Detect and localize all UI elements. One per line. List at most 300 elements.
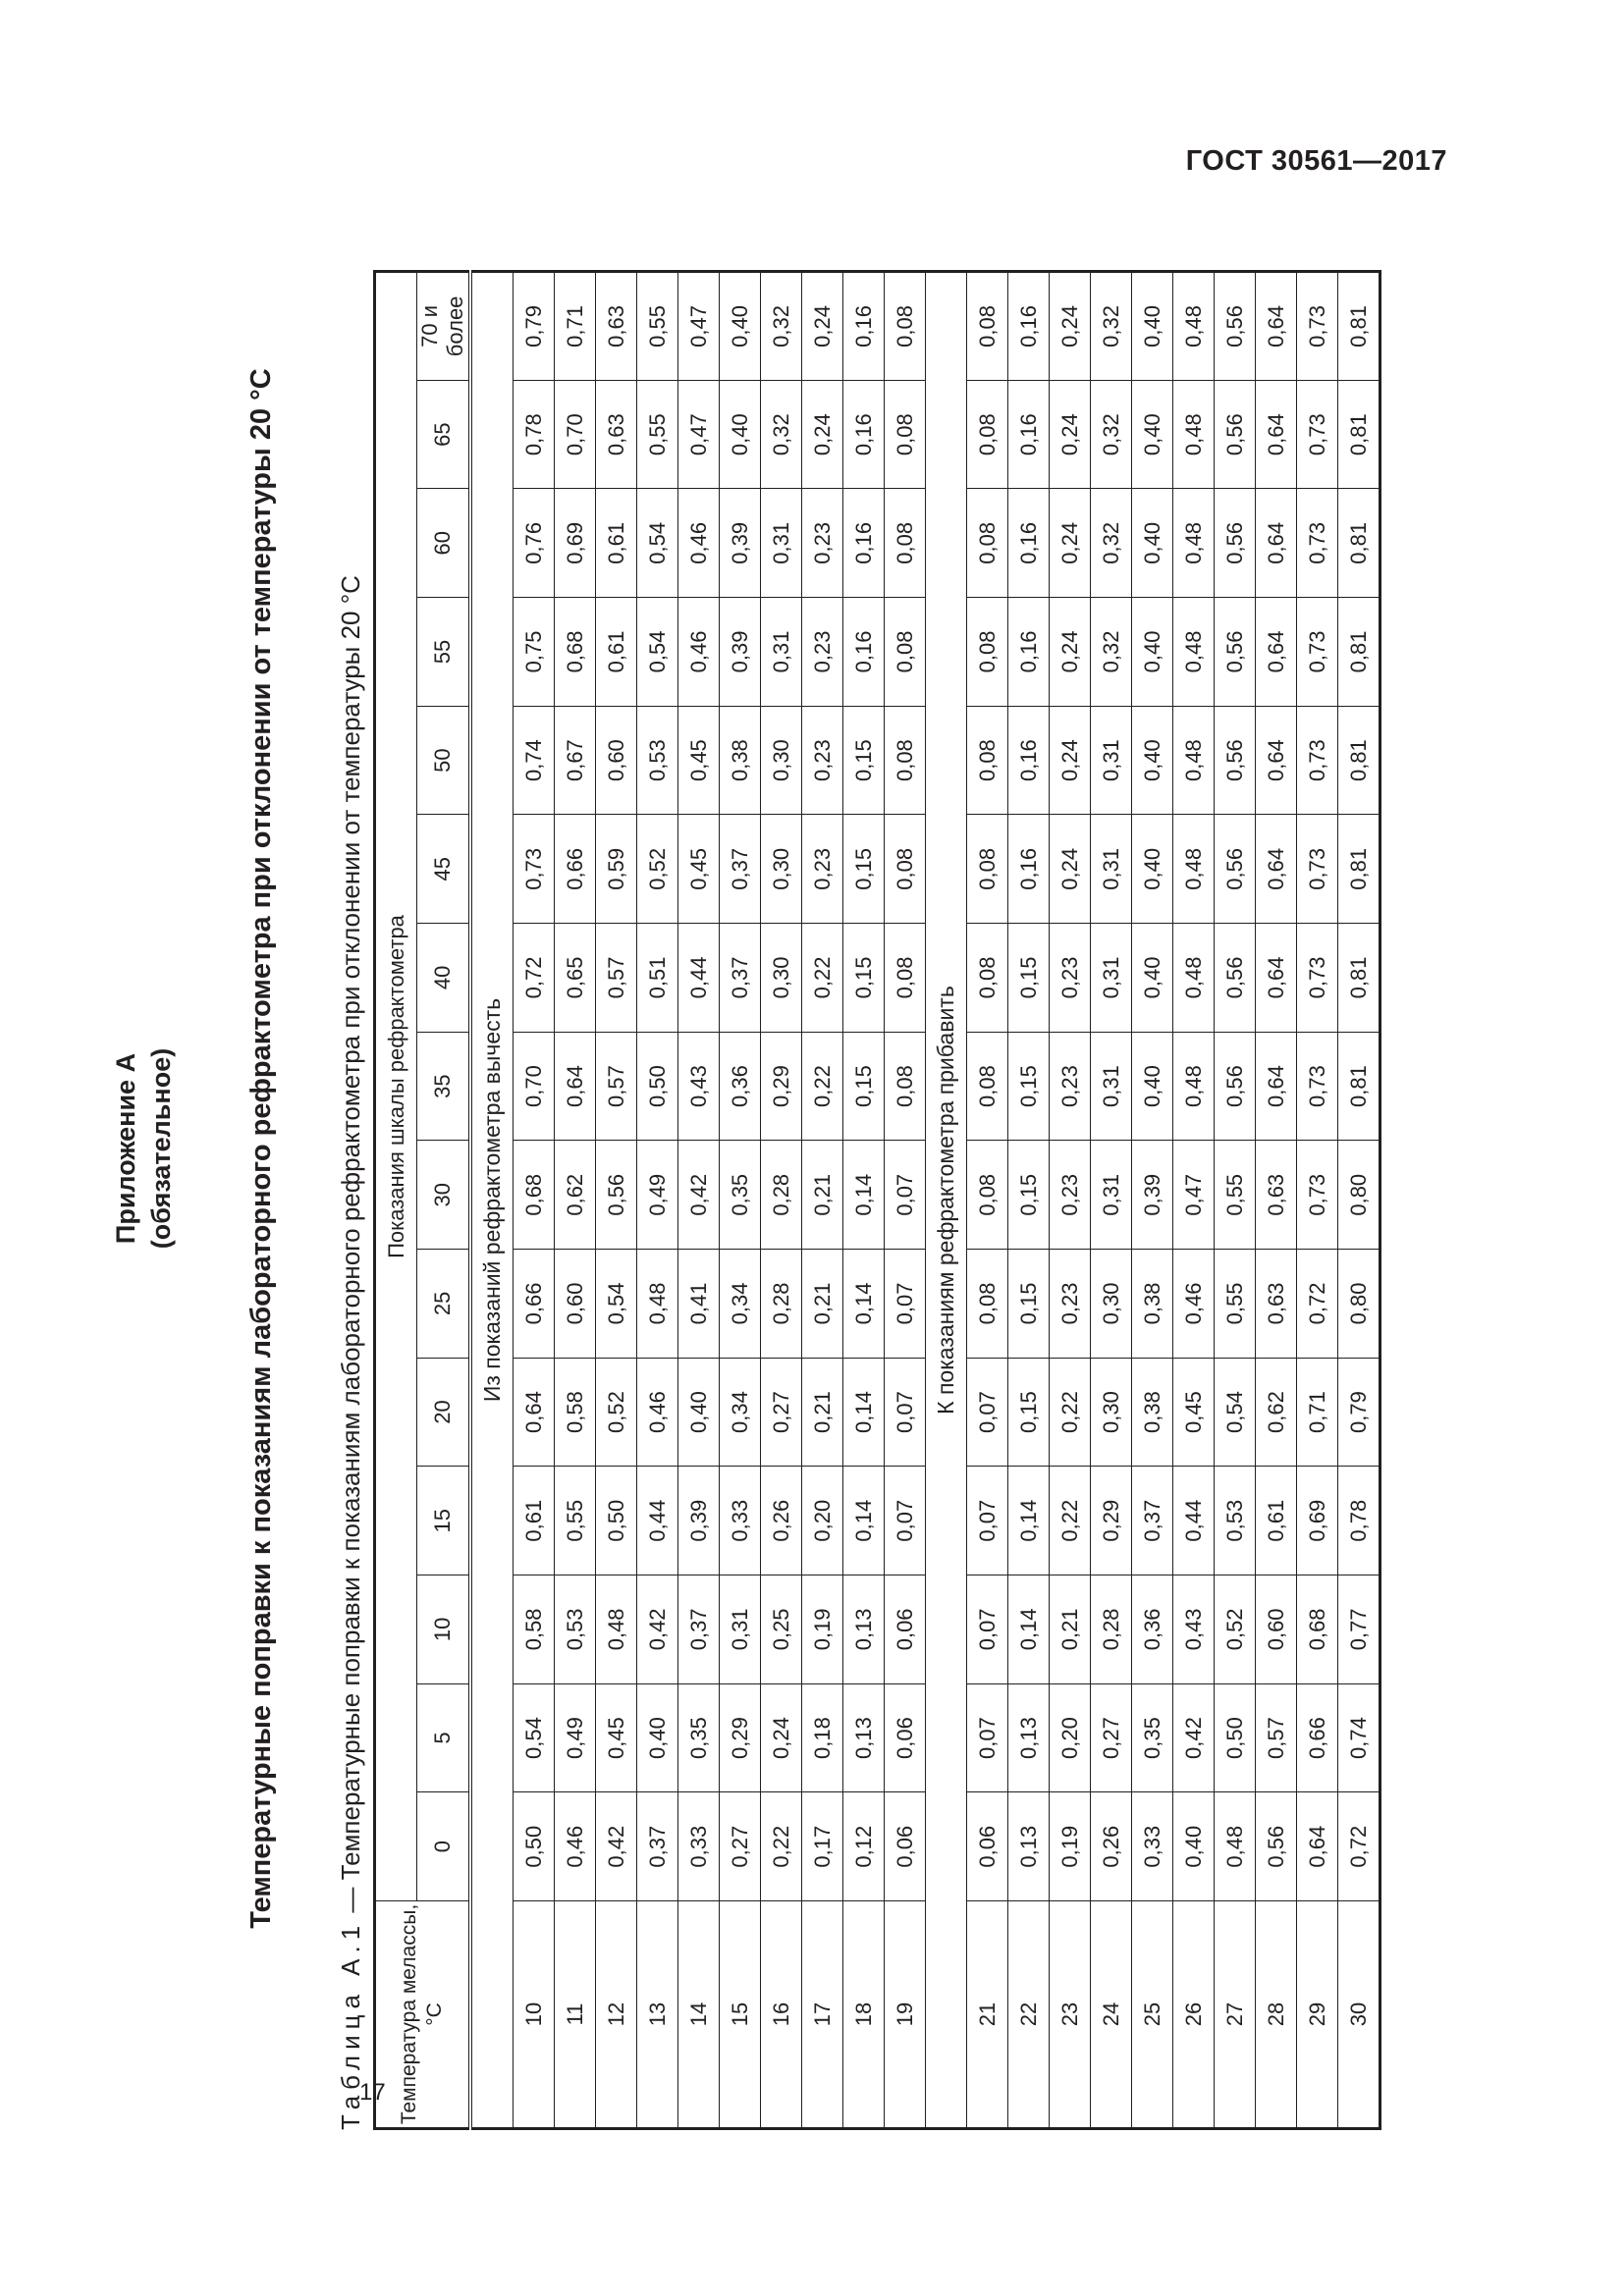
correction-value: 0,33 <box>1132 1792 1173 1901</box>
correction-value: 0,34 <box>720 1358 761 1467</box>
correction-value: 0,31 <box>761 489 802 598</box>
correction-value: 0,13 <box>1008 1792 1050 1901</box>
correction-value: 0,08 <box>885 1032 926 1141</box>
correction-value: 0,46 <box>1173 1250 1215 1359</box>
correction-value: 0,47 <box>678 272 720 381</box>
correction-value: 0,46 <box>678 598 720 707</box>
section-row <box>470 272 514 2129</box>
table-row <box>885 272 926 2129</box>
header-row-group <box>375 272 417 2129</box>
correction-value: 0,59 <box>596 815 637 924</box>
correction-value: 0,16 <box>843 272 885 381</box>
correction-value: 0,07 <box>967 1575 1008 1684</box>
row-header-temperature: Температура мелассы, °С <box>375 1901 471 2129</box>
correction-value: 0,24 <box>1050 815 1091 924</box>
correction-value: 0,37 <box>637 1792 678 1901</box>
row-temperature: 26 <box>1173 1901 1215 2129</box>
correction-value: 0,38 <box>1132 1358 1173 1467</box>
correction-value: 0,57 <box>596 924 637 1033</box>
column-group-header: Показания шкалы рефрактометра <box>375 272 417 1901</box>
correction-value: 0,42 <box>637 1575 678 1684</box>
table-caption-text: — Температурные поправки к показаниям лабораторного рефрактометра при отклонении от температуры 20 °С <box>336 575 365 1920</box>
correction-value: 0,39 <box>678 1467 720 1575</box>
correction-value: 0,64 <box>1256 1032 1297 1141</box>
correction-value: 0,19 <box>802 1575 843 1684</box>
correction-value: 0,64 <box>1256 706 1297 815</box>
correction-value: 0,22 <box>802 924 843 1033</box>
correction-value: 0,26 <box>761 1467 802 1575</box>
correction-value: 0,36 <box>1132 1575 1173 1684</box>
correction-value: 0,55 <box>1215 1141 1256 1250</box>
correction-value: 0,08 <box>967 924 1008 1033</box>
correction-value: 0,16 <box>1008 815 1050 924</box>
table-row <box>1173 272 1215 2129</box>
correction-value: 0,48 <box>1173 598 1215 707</box>
table-row <box>1338 272 1380 2129</box>
correction-value: 0,63 <box>1256 1250 1297 1359</box>
correction-value: 0,23 <box>1050 1250 1091 1359</box>
correction-value: 0,23 <box>1050 1141 1091 1250</box>
correction-value: 0,22 <box>1050 1358 1091 1467</box>
correction-value: 0,81 <box>1338 598 1380 707</box>
correction-value: 0,55 <box>555 1467 596 1575</box>
correction-value: 0,46 <box>555 1792 596 1901</box>
correction-value: 0,23 <box>802 489 843 598</box>
table-row <box>802 272 843 2129</box>
correction-value: 0,71 <box>1297 1358 1338 1467</box>
correction-value: 0,06 <box>967 1792 1008 1901</box>
correction-value: 0,14 <box>843 1141 885 1250</box>
correction-value: 0,08 <box>885 924 926 1033</box>
correction-value: 0,61 <box>514 1467 555 1575</box>
correction-value: 0,64 <box>1256 924 1297 1033</box>
correction-value: 0,58 <box>555 1358 596 1467</box>
correction-value: 0,81 <box>1338 706 1380 815</box>
correction-value: 0,70 <box>555 380 596 489</box>
correction-value: 0,40 <box>720 380 761 489</box>
correction-value: 0,24 <box>1050 380 1091 489</box>
correction-value: 0,08 <box>967 598 1008 707</box>
correction-value: 0,73 <box>1297 380 1338 489</box>
correction-value: 0,62 <box>555 1141 596 1250</box>
correction-value: 0,08 <box>967 380 1008 489</box>
correction-value: 0,48 <box>1173 380 1215 489</box>
correction-value: 0,58 <box>514 1575 555 1684</box>
correction-value: 0,41 <box>678 1250 720 1359</box>
correction-value: 0,32 <box>1091 380 1132 489</box>
correction-value: 0,27 <box>720 1792 761 1901</box>
correction-value: 0,48 <box>1173 272 1215 381</box>
correction-value: 0,39 <box>720 598 761 707</box>
row-temperature: 16 <box>761 1901 802 2129</box>
correction-value: 0,47 <box>678 380 720 489</box>
correction-value: 0,73 <box>1297 598 1338 707</box>
correction-value: 0,66 <box>1297 1683 1338 1792</box>
correction-value: 0,69 <box>1297 1467 1338 1575</box>
correction-value: 0,23 <box>802 815 843 924</box>
correction-value: 0,24 <box>1050 272 1091 381</box>
page-number: 17 <box>359 2079 386 2106</box>
table-row <box>637 272 678 2129</box>
correction-value: 0,07 <box>967 1358 1008 1467</box>
correction-value: 0,20 <box>1050 1683 1091 1792</box>
correction-value: 0,54 <box>637 489 678 598</box>
column-header: 15 <box>417 1467 471 1575</box>
correction-value: 0,51 <box>637 924 678 1033</box>
correction-value: 0,24 <box>1050 706 1091 815</box>
table-row <box>596 272 637 2129</box>
correction-value: 0,54 <box>637 598 678 707</box>
correction-value: 0,48 <box>1173 1032 1215 1141</box>
table-caption-label: Таблица А.1 <box>336 1919 365 2130</box>
row-temperature: 22 <box>1008 1901 1050 2129</box>
correction-value: 0,43 <box>1173 1575 1215 1684</box>
correction-value: 0,60 <box>555 1250 596 1359</box>
correction-value: 0,28 <box>1091 1575 1132 1684</box>
correction-value: 0,48 <box>1215 1792 1256 1901</box>
table-row <box>555 272 596 2129</box>
header-row-columns <box>417 272 471 2129</box>
correction-value: 0,52 <box>1215 1575 1256 1684</box>
correction-value: 0,57 <box>1256 1683 1297 1792</box>
correction-value: 0,07 <box>967 1683 1008 1792</box>
correction-value: 0,20 <box>802 1467 843 1575</box>
rotated-content <box>79 167 1371 2130</box>
correction-value: 0,14 <box>843 1250 885 1359</box>
correction-value: 0,23 <box>802 598 843 707</box>
correction-value: 0,72 <box>1297 1250 1338 1359</box>
correction-value: 0,48 <box>637 1250 678 1359</box>
correction-value: 0,32 <box>761 380 802 489</box>
correction-value: 0,37 <box>720 815 761 924</box>
correction-value: 0,80 <box>1338 1250 1380 1359</box>
correction-value: 0,39 <box>720 489 761 598</box>
correction-value: 0,74 <box>514 706 555 815</box>
correction-value: 0,73 <box>1297 489 1338 598</box>
correction-value: 0,24 <box>761 1683 802 1792</box>
correction-value: 0,70 <box>514 1032 555 1141</box>
row-temperature: 23 <box>1050 1901 1091 2129</box>
correction-value: 0,54 <box>596 1250 637 1359</box>
correction-value: 0,32 <box>1091 598 1132 707</box>
correction-value: 0,43 <box>678 1032 720 1141</box>
correction-value: 0,66 <box>555 815 596 924</box>
correction-value: 0,32 <box>761 272 802 381</box>
correction-value: 0,15 <box>1008 1358 1050 1467</box>
correction-value: 0,57 <box>596 1032 637 1141</box>
correction-value: 0,48 <box>1173 489 1215 598</box>
row-temperature: 14 <box>678 1901 720 2129</box>
correction-value: 0,64 <box>1256 380 1297 489</box>
correction-value: 0,24 <box>1050 598 1091 707</box>
correction-value: 0,08 <box>967 1141 1008 1250</box>
correction-value: 0,46 <box>678 489 720 598</box>
correction-value: 0,73 <box>1297 706 1338 815</box>
correction-value: 0,06 <box>885 1683 926 1792</box>
correction-value: 0,29 <box>761 1032 802 1141</box>
correction-value: 0,81 <box>1338 272 1380 381</box>
correction-value: 0,56 <box>1215 272 1256 381</box>
correction-value: 0,56 <box>1256 1792 1297 1901</box>
correction-value: 0,80 <box>1338 1141 1380 1250</box>
correction-value: 0,15 <box>1008 1141 1050 1250</box>
correction-value: 0,49 <box>555 1683 596 1792</box>
correction-value: 0,08 <box>967 489 1008 598</box>
correction-value: 0,12 <box>843 1792 885 1901</box>
correction-value: 0,40 <box>1132 815 1173 924</box>
correction-value: 0,18 <box>802 1683 843 1792</box>
correction-value: 0,13 <box>1008 1683 1050 1792</box>
correction-value: 0,07 <box>885 1250 926 1359</box>
correction-value: 0,56 <box>596 1141 637 1250</box>
correction-value: 0,48 <box>1173 706 1215 815</box>
section-row <box>926 272 967 2129</box>
correction-value: 0,32 <box>1091 272 1132 381</box>
row-temperature: 25 <box>1132 1901 1173 2129</box>
correction-value: 0,08 <box>885 815 926 924</box>
correction-value: 0,72 <box>1338 1792 1380 1901</box>
correction-value: 0,24 <box>802 380 843 489</box>
correction-value: 0,28 <box>761 1250 802 1359</box>
correction-value: 0,07 <box>885 1141 926 1250</box>
correction-value: 0,22 <box>802 1032 843 1141</box>
correction-value: 0,73 <box>1297 272 1338 381</box>
correction-value: 0,39 <box>1132 1141 1173 1250</box>
row-temperature: 29 <box>1297 1901 1338 2129</box>
correction-value: 0,67 <box>555 706 596 815</box>
correction-value: 0,81 <box>1338 489 1380 598</box>
column-header: 45 <box>417 815 471 924</box>
correction-value: 0,64 <box>1256 272 1297 381</box>
correction-value: 0,08 <box>967 815 1008 924</box>
correction-value: 0,42 <box>1173 1683 1215 1792</box>
correction-value: 0,17 <box>802 1792 843 1901</box>
row-temperature: 27 <box>1215 1901 1256 2129</box>
table-row <box>1256 272 1297 2129</box>
correction-value: 0,15 <box>843 815 885 924</box>
table-row <box>761 272 802 2129</box>
column-header: 0 <box>417 1792 471 1901</box>
correction-value: 0,79 <box>514 272 555 381</box>
correction-value: 0,45 <box>678 815 720 924</box>
correction-value: 0,07 <box>885 1358 926 1467</box>
correction-value: 0,30 <box>1091 1250 1132 1359</box>
correction-value: 0,33 <box>720 1467 761 1575</box>
correction-value: 0,76 <box>514 489 555 598</box>
correction-value: 0,15 <box>843 1032 885 1141</box>
correction-value: 0,08 <box>967 706 1008 815</box>
correction-value: 0,23 <box>1050 1032 1091 1141</box>
correction-value: 0,14 <box>843 1358 885 1467</box>
column-header: 50 <box>417 706 471 815</box>
correction-value: 0,69 <box>555 489 596 598</box>
correction-value: 0,07 <box>967 1467 1008 1575</box>
correction-value: 0,40 <box>1132 598 1173 707</box>
correction-value: 0,29 <box>720 1683 761 1792</box>
correction-value: 0,64 <box>1256 598 1297 707</box>
annex-title: Приложение А <box>111 1052 140 1245</box>
correction-value: 0,50 <box>514 1792 555 1901</box>
correction-value: 0,40 <box>1132 380 1173 489</box>
correction-value: 0,16 <box>843 489 885 598</box>
correction-value: 0,40 <box>1173 1792 1215 1901</box>
table-row <box>678 272 720 2129</box>
correction-value: 0,78 <box>514 380 555 489</box>
correction-value: 0,63 <box>596 380 637 489</box>
document-code: ГОСТ 30561—2017 <box>1185 145 1447 177</box>
correction-value: 0,40 <box>1132 924 1173 1033</box>
correction-value: 0,30 <box>1091 1358 1132 1467</box>
correction-value: 0,44 <box>1173 1467 1215 1575</box>
column-header: 65 <box>417 380 471 489</box>
correction-value: 0,56 <box>1215 815 1256 924</box>
correction-value: 0,73 <box>1297 1032 1338 1141</box>
correction-value: 0,21 <box>802 1250 843 1359</box>
correction-value: 0,14 <box>843 1467 885 1575</box>
table-row <box>1132 272 1173 2129</box>
correction-value: 0,40 <box>1132 706 1173 815</box>
correction-value: 0,29 <box>1091 1467 1132 1575</box>
correction-value: 0,40 <box>720 272 761 381</box>
correction-value: 0,14 <box>1008 1575 1050 1684</box>
correction-value: 0,15 <box>1008 1250 1050 1359</box>
column-header: 55 <box>417 598 471 707</box>
correction-value: 0,30 <box>761 706 802 815</box>
correction-value: 0,35 <box>720 1141 761 1250</box>
correction-value: 0,60 <box>596 706 637 815</box>
correction-value: 0,81 <box>1338 924 1380 1033</box>
correction-value: 0,36 <box>720 1032 761 1141</box>
correction-value: 0,16 <box>1008 489 1050 598</box>
table-row <box>1297 272 1338 2129</box>
correction-value: 0,24 <box>802 272 843 381</box>
row-temperature: 13 <box>637 1901 678 2129</box>
correction-value: 0,08 <box>885 489 926 598</box>
row-temperature: 21 <box>967 1901 1008 2129</box>
table-row <box>514 272 555 2129</box>
column-header: 60 <box>417 489 471 598</box>
table-row <box>843 272 885 2129</box>
correction-value: 0,16 <box>1008 598 1050 707</box>
correction-value: 0,40 <box>1132 489 1173 598</box>
correction-value: 0,44 <box>678 924 720 1033</box>
correction-value: 0,62 <box>1256 1358 1297 1467</box>
row-temperature: 24 <box>1091 1901 1132 2129</box>
correction-value: 0,35 <box>678 1683 720 1792</box>
correction-value: 0,46 <box>637 1358 678 1467</box>
correction-value: 0,68 <box>555 598 596 707</box>
column-header: 40 <box>417 924 471 1033</box>
correction-value: 0,38 <box>1132 1250 1173 1359</box>
correction-value: 0,53 <box>1215 1467 1256 1575</box>
column-header: 5 <box>417 1683 471 1792</box>
correction-value: 0,56 <box>1215 924 1256 1033</box>
row-temperature: 17 <box>802 1901 843 2129</box>
correction-value: 0,35 <box>1132 1683 1173 1792</box>
correction-value: 0,64 <box>1297 1792 1338 1901</box>
correction-value: 0,31 <box>1091 1141 1132 1250</box>
correction-value: 0,32 <box>1091 489 1132 598</box>
table-row <box>1091 272 1132 2129</box>
correction-value: 0,31 <box>1091 815 1132 924</box>
correction-value: 0,68 <box>1297 1575 1338 1684</box>
correction-value: 0,30 <box>761 924 802 1033</box>
correction-value: 0,27 <box>1091 1683 1132 1792</box>
correction-value: 0,71 <box>555 272 596 381</box>
correction-value: 0,73 <box>1297 815 1338 924</box>
correction-value: 0,30 <box>761 815 802 924</box>
table-caption <box>336 575 366 2130</box>
correction-value: 0,56 <box>1215 1032 1256 1141</box>
correction-value: 0,72 <box>514 924 555 1033</box>
column-header: 25 <box>417 1250 471 1359</box>
correction-value: 0,56 <box>1215 706 1256 815</box>
correction-value: 0,15 <box>843 924 885 1033</box>
table-row <box>1050 272 1091 2129</box>
column-header: 10 <box>417 1575 471 1684</box>
correction-value: 0,33 <box>678 1792 720 1901</box>
correction-value: 0,64 <box>555 1032 596 1141</box>
correction-value: 0,48 <box>596 1575 637 1684</box>
section-title: К показаниям рефрактометра прибавить <box>926 272 967 2129</box>
correction-value: 0,40 <box>1132 272 1173 381</box>
correction-table <box>373 270 1381 2130</box>
correction-value: 0,37 <box>678 1575 720 1684</box>
table-row <box>1215 272 1256 2129</box>
correction-value: 0,24 <box>1050 489 1091 598</box>
correction-value: 0,23 <box>1050 924 1091 1033</box>
correction-value: 0,42 <box>596 1792 637 1901</box>
table-row <box>967 272 1008 2129</box>
column-header: 20 <box>417 1358 471 1467</box>
row-temperature: 18 <box>843 1901 885 2129</box>
correction-value: 0,81 <box>1338 380 1380 489</box>
correction-value: 0,14 <box>1008 1467 1050 1575</box>
correction-value: 0,45 <box>1173 1358 1215 1467</box>
correction-value: 0,31 <box>761 598 802 707</box>
annex-status: (обязательное) <box>146 1047 176 1250</box>
correction-value: 0,64 <box>1256 815 1297 924</box>
correction-value: 0,31 <box>1091 706 1132 815</box>
correction-value: 0,21 <box>802 1141 843 1250</box>
correction-value: 0,63 <box>1256 1141 1297 1250</box>
correction-value: 0,66 <box>514 1250 555 1359</box>
correction-value: 0,27 <box>761 1358 802 1467</box>
correction-value: 0,52 <box>596 1358 637 1467</box>
correction-value: 0,78 <box>1338 1467 1380 1575</box>
correction-value: 0,75 <box>514 598 555 707</box>
correction-value: 0,15 <box>843 706 885 815</box>
correction-value: 0,31 <box>1091 1032 1132 1141</box>
correction-value: 0,48 <box>1173 815 1215 924</box>
correction-value: 0,40 <box>637 1683 678 1792</box>
correction-value: 0,50 <box>1215 1683 1256 1792</box>
correction-value: 0,48 <box>1173 924 1215 1033</box>
correction-value: 0,44 <box>637 1467 678 1575</box>
table-row <box>720 272 761 2129</box>
correction-value: 0,56 <box>1215 380 1256 489</box>
correction-value: 0,22 <box>761 1792 802 1901</box>
row-temperature: 15 <box>720 1901 761 2129</box>
row-temperature: 30 <box>1338 1901 1380 2129</box>
correction-value: 0,68 <box>514 1141 555 1250</box>
correction-value: 0,64 <box>514 1358 555 1467</box>
correction-value: 0,55 <box>637 272 678 381</box>
correction-value: 0,15 <box>1008 1032 1050 1141</box>
correction-value: 0,16 <box>1008 380 1050 489</box>
correction-value: 0,50 <box>637 1032 678 1141</box>
correction-value: 0,38 <box>720 706 761 815</box>
